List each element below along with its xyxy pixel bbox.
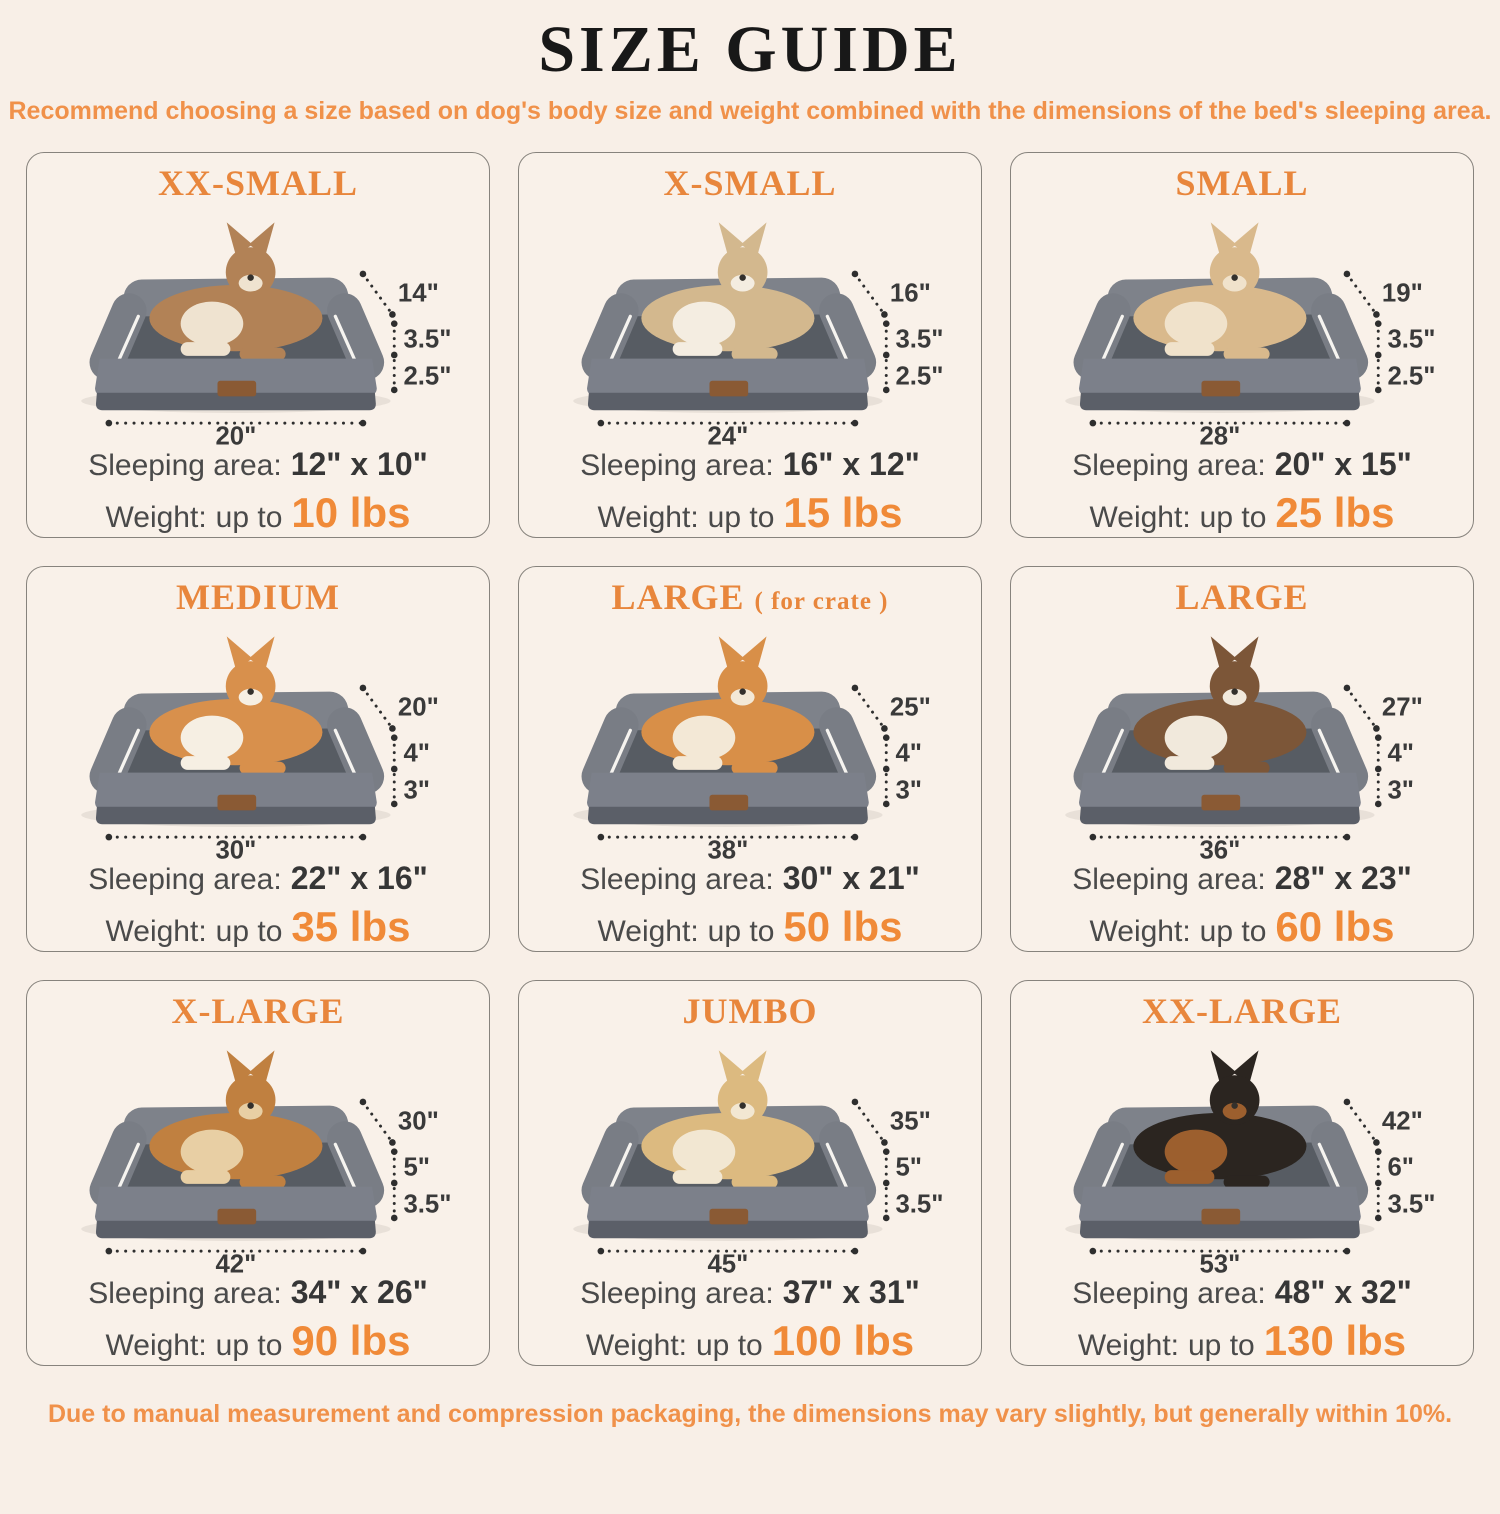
size-label: XX-SMALL bbox=[157, 162, 358, 203]
bed-left-bolster bbox=[1091, 1139, 1113, 1191]
sleeping-area-label: Sleeping area: bbox=[88, 862, 282, 896]
bed-left-bolster bbox=[599, 725, 621, 777]
base-height-label: 3.5" bbox=[895, 1190, 944, 1219]
weight-label: Weight: bbox=[585, 1328, 687, 1362]
bed-left-bolster bbox=[107, 1139, 129, 1191]
size-card-title bbox=[171, 990, 345, 1031]
weight-limit-value: 15 lbs bbox=[783, 488, 903, 536]
bed-right-bolster bbox=[345, 725, 367, 777]
up-to-label: up to bbox=[707, 914, 775, 948]
up-to-label: up to bbox=[1199, 914, 1267, 948]
size-card-title bbox=[611, 576, 889, 617]
weight-limit-value: 50 lbs bbox=[783, 902, 903, 950]
weight-line bbox=[27, 489, 489, 537]
weight-label: Weight: bbox=[1077, 1328, 1179, 1362]
up-to-label: up to bbox=[1199, 500, 1267, 534]
width-dimension-line bbox=[363, 274, 392, 315]
sleeping-area-label: Sleeping area: bbox=[1072, 862, 1266, 896]
page-footer-note: Due to manual measurement and compression packaging, the dimensions may vary slightly, but generally within 10%. bbox=[47, 1399, 1453, 1428]
bolster-height-label: 3.5" bbox=[403, 326, 452, 355]
bed-left-bolster bbox=[1091, 311, 1113, 363]
bed-length-label: 30" bbox=[215, 836, 257, 860]
sleeping-area-line bbox=[27, 446, 489, 483]
bed-width-label: 19" bbox=[1381, 279, 1423, 308]
size-card-title bbox=[1141, 990, 1342, 1031]
weight-label: Weight: bbox=[597, 914, 699, 948]
bed-length-label: 42" bbox=[215, 1250, 257, 1274]
weight-label: Weight: bbox=[597, 500, 699, 534]
sleeping-area-value: 28" x 23" bbox=[1274, 859, 1412, 896]
brand-patch bbox=[217, 381, 256, 397]
weight-limit-value: 90 lbs bbox=[291, 1316, 411, 1364]
size-label: X-LARGE bbox=[171, 990, 345, 1031]
bed-right-bolster bbox=[837, 311, 859, 363]
bed-left-bolster bbox=[599, 311, 621, 363]
page-title: SIZE GUIDE bbox=[538, 13, 962, 86]
width-dimension-line bbox=[1347, 688, 1376, 729]
sleeping-area-label: Sleeping area: bbox=[1072, 1276, 1266, 1310]
size-card-title bbox=[176, 576, 340, 617]
bolster-height-label: 4" bbox=[403, 740, 431, 769]
base-height-label: 3" bbox=[1387, 776, 1415, 805]
weight-line bbox=[27, 1317, 489, 1365]
brand-patch bbox=[1201, 795, 1240, 811]
sleeping-area-line bbox=[27, 1274, 489, 1311]
sleeping-area-line bbox=[1011, 446, 1473, 483]
width-dimension-line bbox=[855, 274, 884, 315]
sleeping-area-line bbox=[519, 860, 981, 897]
size-card-title bbox=[682, 990, 818, 1031]
weight-limit-value: 60 lbs bbox=[1275, 902, 1395, 950]
weight-limit-value: 100 lbs bbox=[771, 1316, 915, 1364]
sleeping-area-line bbox=[519, 446, 981, 483]
size-card bbox=[26, 566, 490, 952]
size-card bbox=[518, 152, 982, 538]
weight-line bbox=[1011, 489, 1473, 537]
weight-line bbox=[27, 903, 489, 951]
bed-width-label: 27" bbox=[1381, 693, 1423, 722]
weight-label: Weight: bbox=[1089, 914, 1191, 948]
sleeping-area-line bbox=[27, 860, 489, 897]
base-height-label: 3" bbox=[403, 776, 431, 805]
dog-bed-photo bbox=[1030, 204, 1454, 445]
bed-length-label: 45" bbox=[707, 1250, 749, 1274]
sleeping-area-value: 48" x 32" bbox=[1274, 1273, 1412, 1310]
up-to-label: up to bbox=[707, 500, 775, 534]
dog-bed-photo bbox=[538, 1032, 962, 1273]
bed-right-bolster bbox=[1329, 311, 1351, 363]
bed-right-bolster bbox=[837, 725, 859, 777]
weight-limit-value: 35 lbs bbox=[291, 902, 411, 950]
weight-line bbox=[1011, 1317, 1473, 1365]
base-height-label: 2.5" bbox=[895, 362, 944, 391]
bed-width-label: 42" bbox=[1381, 1107, 1423, 1136]
size-card bbox=[518, 980, 982, 1366]
brand-patch bbox=[217, 795, 256, 811]
size-note: ( for crate ) bbox=[754, 587, 889, 615]
width-dimension-line bbox=[363, 1102, 392, 1143]
bolster-height-label: 3.5" bbox=[895, 326, 944, 355]
size-card-title bbox=[1175, 162, 1309, 203]
size-card bbox=[1010, 152, 1474, 538]
dog-bed-photo bbox=[46, 618, 470, 859]
brand-patch bbox=[709, 381, 748, 397]
size-card bbox=[1010, 980, 1474, 1366]
weight-limit-value: 10 lbs bbox=[291, 488, 411, 536]
size-card-title bbox=[1175, 576, 1309, 617]
bolster-height-label: 4" bbox=[1387, 740, 1415, 769]
size-label: SMALL bbox=[1175, 162, 1309, 203]
brand-patch bbox=[709, 795, 748, 811]
up-to-label: up to bbox=[215, 500, 283, 534]
weight-line bbox=[1011, 903, 1473, 951]
bed-width-label: 14" bbox=[397, 279, 439, 308]
brand-patch bbox=[1201, 381, 1240, 397]
size-card bbox=[1010, 566, 1474, 952]
bed-width-label: 35" bbox=[889, 1107, 931, 1136]
base-height-label: 2.5" bbox=[403, 362, 452, 391]
base-height-label: 3.5" bbox=[403, 1190, 452, 1219]
up-to-label: up to bbox=[1188, 1328, 1255, 1362]
weight-line bbox=[519, 489, 981, 537]
weight-label: Weight: bbox=[105, 1328, 207, 1362]
bolster-height-label: 6" bbox=[1387, 1154, 1415, 1183]
size-label: MEDIUM bbox=[176, 576, 340, 617]
bed-right-bolster bbox=[1329, 725, 1351, 777]
brand-patch bbox=[217, 1209, 256, 1225]
size-label: JUMBO bbox=[682, 990, 818, 1031]
dog-bed-photo bbox=[46, 1032, 470, 1273]
weight-limit-value: 130 lbs bbox=[1263, 1316, 1407, 1364]
width-dimension-line bbox=[855, 688, 884, 729]
dog-bed-photo bbox=[46, 204, 470, 445]
size-card-title bbox=[663, 162, 837, 203]
up-to-label: up to bbox=[696, 1328, 763, 1362]
dog-bed-photo bbox=[538, 204, 962, 445]
size-card bbox=[518, 566, 982, 952]
sleeping-area-line bbox=[519, 1274, 981, 1311]
page-subtitle: Recommend choosing a size based on dog's body size and weight combined with the dimensions of the bed's sleeping area. bbox=[8, 96, 1492, 125]
weight-line bbox=[519, 1317, 981, 1365]
sleeping-area-line bbox=[1011, 860, 1473, 897]
bolster-height-label: 5" bbox=[895, 1154, 923, 1183]
sleeping-area-label: Sleeping area: bbox=[580, 862, 774, 896]
bed-length-label: 28" bbox=[1199, 422, 1241, 446]
base-height-label: 3" bbox=[895, 776, 923, 805]
sleeping-area-label: Sleeping area: bbox=[88, 448, 282, 482]
base-height-label: 3.5" bbox=[1387, 1190, 1436, 1219]
sleeping-area-value: 16" x 12" bbox=[782, 445, 920, 482]
size-label: XX-LARGE bbox=[1141, 990, 1342, 1031]
bed-width-label: 16" bbox=[889, 279, 931, 308]
bed-width-label: 20" bbox=[397, 693, 439, 722]
weight-label: Weight: bbox=[105, 500, 207, 534]
bed-length-label: 24" bbox=[707, 422, 749, 446]
sleeping-area-line bbox=[1011, 1274, 1473, 1311]
bed-length-label: 38" bbox=[707, 836, 749, 860]
weight-limit-value: 25 lbs bbox=[1275, 488, 1395, 536]
dog-bed-photo bbox=[1030, 1032, 1454, 1273]
size-grid bbox=[26, 152, 1474, 1366]
size-label: LARGE bbox=[1175, 576, 1309, 617]
width-dimension-line bbox=[855, 1102, 884, 1143]
width-dimension-line bbox=[1347, 1102, 1376, 1143]
brand-patch bbox=[709, 1209, 748, 1225]
bed-left-bolster bbox=[1091, 725, 1113, 777]
bed-left-bolster bbox=[107, 725, 129, 777]
bed-right-bolster bbox=[1329, 1139, 1351, 1191]
sleeping-area-value: 30" x 21" bbox=[782, 859, 920, 896]
bed-length-label: 53" bbox=[1199, 1250, 1241, 1274]
bed-width-label: 25" bbox=[889, 693, 931, 722]
bed-left-bolster bbox=[107, 311, 129, 363]
bed-right-bolster bbox=[345, 311, 367, 363]
bolster-height-label: 4" bbox=[895, 740, 923, 769]
bed-width-label: 30" bbox=[397, 1107, 439, 1136]
sleeping-area-label: Sleeping area: bbox=[580, 448, 774, 482]
sleeping-area-value: 12" x 10" bbox=[290, 445, 428, 482]
dog-bed-photo bbox=[1030, 618, 1454, 859]
sleeping-area-label: Sleeping area: bbox=[1072, 448, 1266, 482]
bed-length-label: 20" bbox=[215, 422, 257, 446]
weight-label: Weight: bbox=[105, 914, 207, 948]
width-dimension-line bbox=[1347, 274, 1376, 315]
sleeping-area-value: 20" x 15" bbox=[1274, 445, 1412, 482]
sleeping-area-value: 34" x 26" bbox=[290, 1273, 428, 1310]
bolster-height-label: 3.5" bbox=[1387, 326, 1436, 355]
size-label: X-SMALL bbox=[663, 162, 837, 203]
bed-right-bolster bbox=[837, 1139, 859, 1191]
size-card-title bbox=[157, 162, 358, 203]
sleeping-area-label: Sleeping area: bbox=[88, 1276, 282, 1310]
bed-left-bolster bbox=[599, 1139, 621, 1191]
size-card bbox=[26, 152, 490, 538]
sleeping-area-value: 22" x 16" bbox=[290, 859, 428, 896]
base-height-label: 2.5" bbox=[1387, 362, 1436, 391]
bolster-height-label: 5" bbox=[403, 1154, 431, 1183]
weight-line bbox=[519, 903, 981, 951]
up-to-label: up to bbox=[215, 914, 283, 948]
width-dimension-line bbox=[363, 688, 392, 729]
size-label: LARGE bbox=[611, 576, 745, 617]
weight-label: Weight: bbox=[1089, 500, 1191, 534]
size-card bbox=[26, 980, 490, 1366]
bed-length-label: 36" bbox=[1199, 836, 1241, 860]
dog-bed-photo bbox=[538, 618, 962, 859]
bed-right-bolster bbox=[345, 1139, 367, 1191]
sleeping-area-label: Sleeping area: bbox=[580, 1276, 774, 1310]
up-to-label: up to bbox=[215, 1328, 283, 1362]
brand-patch bbox=[1201, 1209, 1240, 1225]
sleeping-area-value: 37" x 31" bbox=[782, 1273, 920, 1310]
